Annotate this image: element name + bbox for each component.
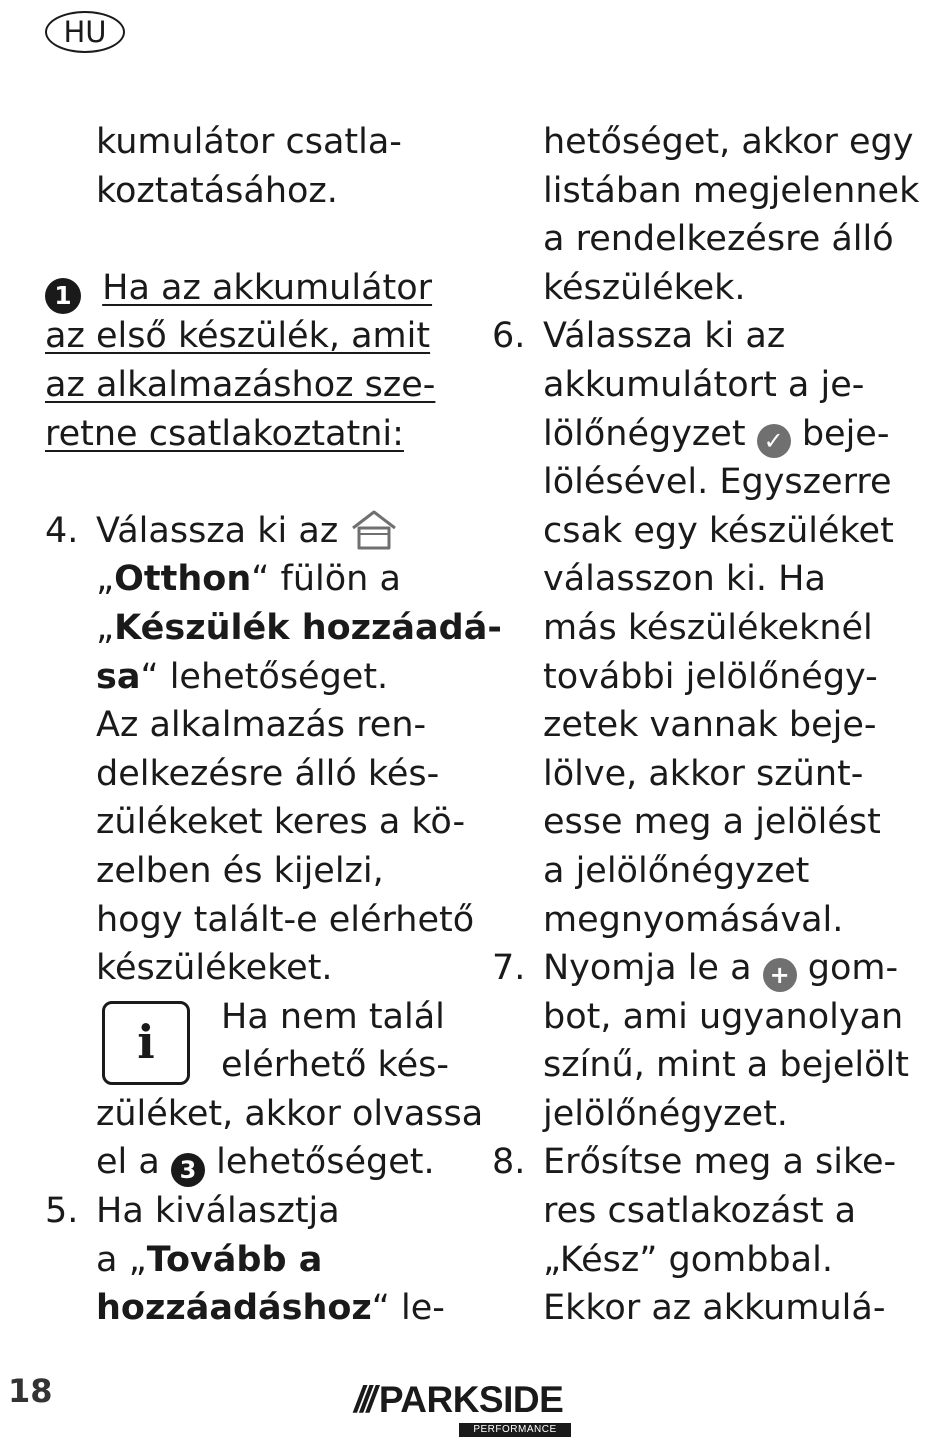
info-icon [102, 1001, 190, 1085]
text-line: res csatlakozást a [543, 1191, 857, 1232]
text-line: a jelölőnégyzet [543, 850, 810, 891]
step-text: Válassza ki az [96, 510, 350, 551]
text-line: Az alkalmazás ren- [96, 705, 427, 746]
text-line: koztatásához. [96, 170, 338, 211]
logo-subtitle: PERFORMANCE [459, 1423, 571, 1437]
text-line [492, 410, 922, 459]
step-5 [45, 1187, 460, 1236]
option-add-device: Készülék hozzáadá- [114, 607, 502, 648]
option-continue: Tovább a [146, 1239, 323, 1280]
quote: „ [128, 1239, 147, 1280]
text-line: megnyomásával. [543, 899, 844, 940]
step-text: Nyomja le a [543, 948, 763, 989]
logo-text: PARKSIDE [378, 1379, 564, 1420]
text-line: zelben és kijelzi, [96, 850, 384, 891]
parkside-logo [354, 1380, 574, 1440]
step-text: beje- [790, 413, 890, 454]
text-line: listában megjelennek [543, 170, 920, 211]
text-line: esse meg a jelölést [543, 802, 881, 843]
plus-circle-icon: + [763, 958, 797, 992]
quote: „ [96, 559, 115, 600]
condition-text: az első készülék, amit [45, 316, 431, 357]
text-line: válasszon ki. Ha [543, 559, 826, 600]
logo-slashes: /// [354, 1379, 373, 1420]
text-line: színű, mint a bejelölt [543, 1045, 909, 1086]
step-4 [45, 507, 460, 556]
text-line: lölésével. Egyszerre [543, 462, 892, 503]
step-text: Erősítse meg a sike- [543, 1142, 897, 1183]
condition-text: az alkalmazáshoz sze- [45, 364, 436, 405]
language-badge [45, 11, 125, 53]
step-text: “ fülön a [251, 559, 401, 600]
check-circle-icon: ✓ [757, 424, 791, 458]
step-number: 6. [492, 316, 526, 357]
step-text: a [96, 1239, 129, 1280]
text-line: delkezésre álló kés- [96, 753, 440, 794]
text-line: lölve, akkor szünt- [543, 753, 864, 794]
text-line: csak egy készüléket [543, 510, 894, 551]
step-number: 7. [492, 948, 526, 989]
step-7 [492, 944, 922, 993]
condition-text: retne csatlakoztatni: [45, 413, 404, 454]
text-line: Ekkor az akkumulá- [543, 1288, 886, 1329]
page-number: 18 [8, 1372, 53, 1410]
right-column [492, 118, 922, 1333]
text-line: hogy talált-e elérhető [96, 899, 475, 940]
text-line: zülékeket keres a kö- [96, 802, 466, 843]
step-text: “ lehetőséget. [140, 656, 389, 697]
text-line: akkumulátort a je- [543, 364, 865, 405]
step-6 [492, 312, 922, 361]
step-number: 4. [45, 510, 79, 551]
text-line: a rendelkezésre álló [543, 219, 894, 260]
step-text: gom- [796, 948, 899, 989]
step-text: “ le- [371, 1288, 445, 1329]
step-text: Ha kiválasztja [96, 1191, 340, 1232]
text-line [45, 1138, 460, 1187]
text-line: elérhető kés- [221, 1045, 449, 1086]
text-line: jelölőnégyzet. [543, 1093, 788, 1134]
info-icon-letter: i [137, 1015, 155, 1070]
text-line: további jelölőnégy- [543, 656, 878, 697]
quote: „ [96, 607, 115, 648]
text-line: hetőséget, akkor egy [543, 122, 914, 162]
step-marker-3: 3 [171, 1153, 205, 1187]
language-badge-label: HU [63, 14, 107, 49]
text-line: készülékek. [543, 267, 746, 308]
info-note [45, 993, 484, 1187]
info-text: el a [96, 1142, 171, 1183]
tab-name-home: Otthon [114, 559, 252, 600]
condition-text: Ha az akkumulátor [102, 267, 433, 308]
text-line: kumulátor csatla- [96, 122, 402, 162]
text-line: „Kész” gombbal. [543, 1239, 833, 1280]
step-text: lölőnégyzet [543, 413, 757, 454]
option-add-device-end: sa [96, 656, 141, 697]
info-text: lehetőséget. [204, 1142, 435, 1183]
text-line: Ha nem talál [221, 996, 445, 1037]
text-line: züléket, akkor olvassa [96, 1093, 484, 1134]
step-number: 8. [492, 1142, 526, 1183]
text-line: készülékeket. [96, 948, 333, 989]
step-8 [492, 1138, 922, 1187]
text-line: zetek vannak beje- [543, 705, 877, 746]
left-column [45, 118, 502, 1333]
step-number: 5. [45, 1191, 79, 1232]
option-continue-end: hozzáadáshoz [96, 1288, 372, 1329]
step-text: Válassza ki az [543, 316, 786, 357]
condition-heading [45, 264, 460, 313]
text-line: bot, ami ugyanolyan [543, 996, 904, 1037]
step-marker-1: 1 [45, 278, 81, 314]
text-line: más készülékeknél [543, 607, 873, 648]
